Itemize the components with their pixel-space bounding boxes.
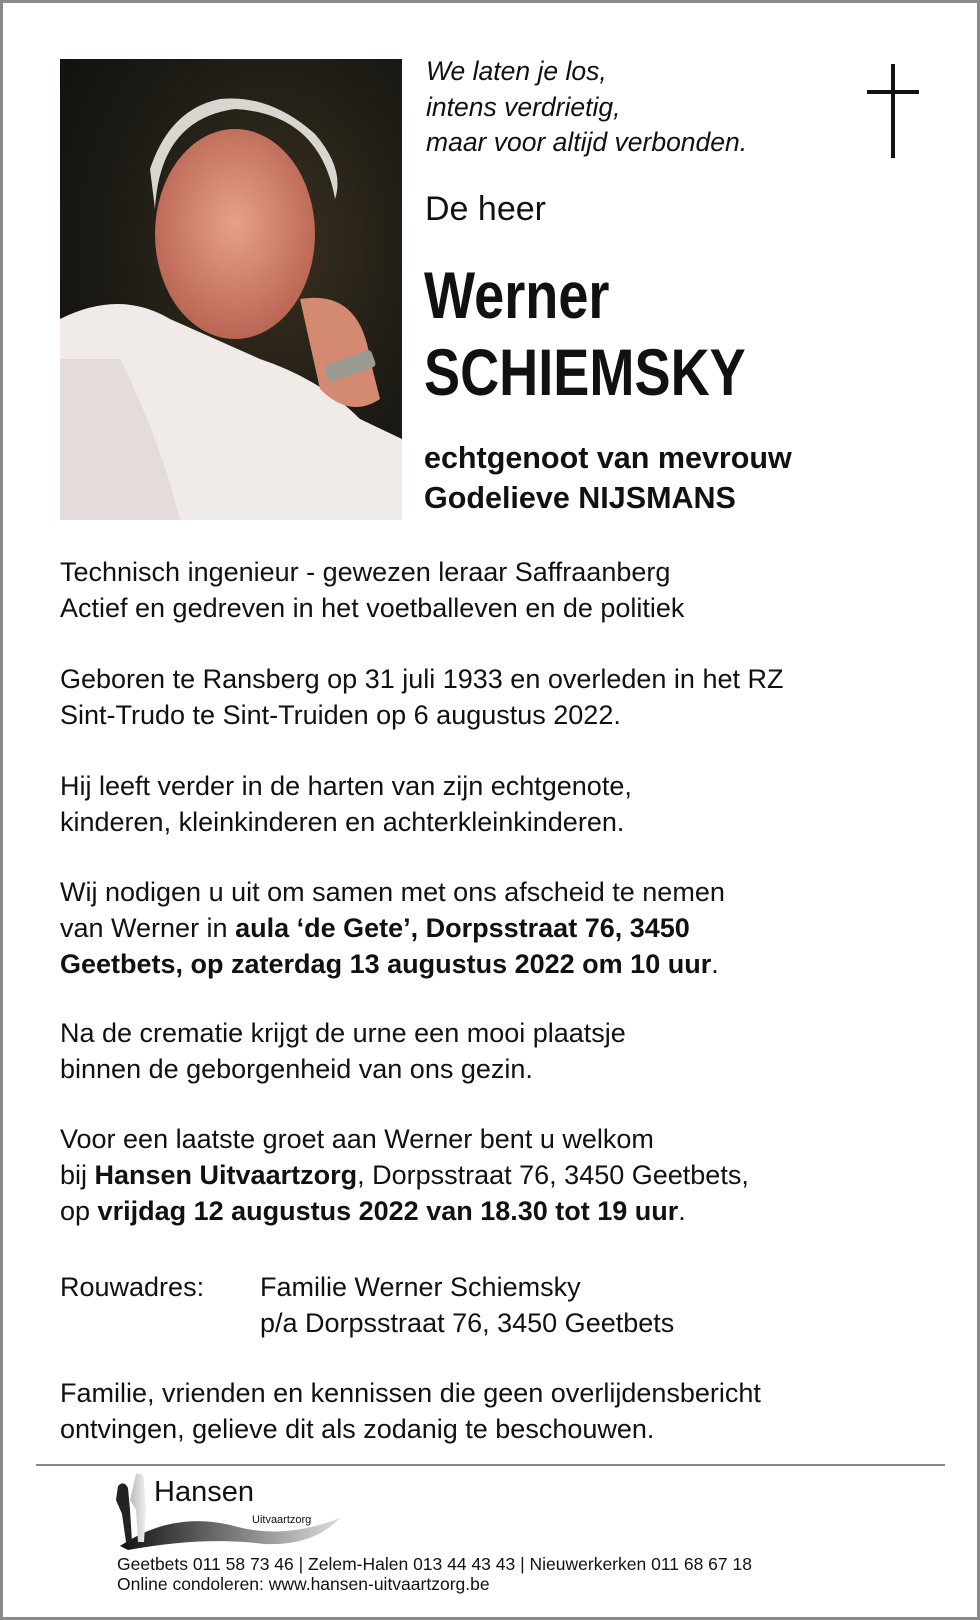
ceremony-location: aula ‘de Gete’, Dorpsstraat 76, 3450 [235,912,690,943]
text-line: Voor een laatste groet aan Werner bent u welkom [60,1124,654,1154]
text: , Dorpsstraat 76, 3450 Geetbets, [357,1159,749,1190]
logo-subtitle: Uitvaartzorg [252,1514,312,1526]
farewell-paragraph [60,875,725,982]
text-line: Wij nodigen u uit om samen met ons afscheid te nemen [60,877,725,907]
text-line: ontvingen, gelieve dit als zodanig te beschouwen. [60,1413,655,1444]
funeral-home-name: Hansen Uitvaartzorg [94,1159,358,1190]
text-line: p/a Dorpsstraat 76, 3450 Geetbets [260,1307,675,1338]
ceremony-datetime: Geetbets, op zaterdag 13 augustus 2022 om 10 uur [60,948,712,979]
first-name: Werner [424,258,610,332]
logo-name: Hansen [154,1476,254,1508]
honorific: De heer [425,190,546,228]
text-line [60,911,725,947]
profession-paragraph [60,555,684,627]
closing-paragraph [60,1376,761,1448]
footer-phones: Geetbets 011 58 73 46 | Zelem-Halen 013 44 43 43 | Nieuwerkerken 011 68 67 18 [117,1554,752,1574]
text-line [60,1158,749,1194]
text-line [60,1194,749,1230]
last-name: SCHIEMSKY [424,335,746,409]
poem-line: intens verdrietig, [426,91,621,122]
text-line: binnen de geborgenheid van ons gezin. [60,1053,533,1084]
spouse-line: echtgenoot van mevrouw [424,441,792,475]
cremation-paragraph [60,1016,626,1088]
text: bij [60,1159,95,1190]
text-line: Sint-Trudo te Sint-Truiden op 6 augustus 2022. [60,699,621,730]
poem-line: maar voor altijd verbonden. [426,127,748,157]
text-line [60,947,725,983]
visit-datetime: vrijdag 12 augustus 2022 van 18.30 tot 19 uur [97,1195,679,1226]
poem-line: We laten je los, [426,56,607,86]
text-line: Na de crematie krijgt de urne een mooi plaatsje [60,1018,626,1048]
footer-divider [36,1464,945,1466]
footer-condolence-link[interactable]: Online condoleren: www.hansen-uitvaartzorg.be [117,1574,490,1594]
text-line: Familie, vrienden en kennissen die geen overlijdensbericht [60,1378,761,1408]
text-line: Actief en gedreven in het voetballeven en de politiek [60,592,685,623]
text-line: Geboren te Ransberg op 31 juli 1933 en overleden in het RZ [60,664,784,694]
visit-paragraph [60,1122,749,1229]
funeral-home-logo [114,1470,354,1552]
birth-death-paragraph [60,662,783,734]
text-line: Technisch ingenieur - gewezen leraar Saffraanberg [60,557,671,587]
survived-paragraph [60,769,632,841]
text-line: Familie Werner Schiemsky [260,1272,581,1302]
address-value [260,1270,674,1342]
address-label: Rouwadres: [60,1272,205,1302]
portrait-photo [60,59,402,520]
text: van Werner in [60,912,236,943]
text: op [60,1195,98,1226]
spouse-name: Godelieve NIJSMANS [424,481,736,515]
text: . [678,1195,686,1226]
text: . [711,948,719,979]
text-line: kinderen, kleinkinderen en achterkleinkinderen. [60,806,625,837]
poem [426,54,747,161]
text-line: Hij leeft verder in de harten van zijn echtgenote, [60,771,632,801]
